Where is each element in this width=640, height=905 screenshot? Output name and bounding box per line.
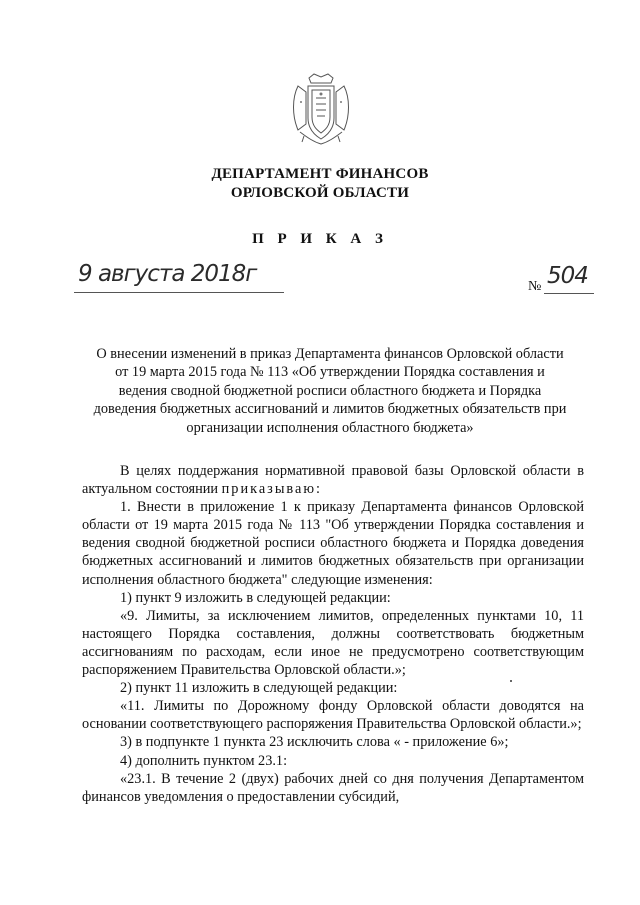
subject-line: организации исполнения областного бюджета» xyxy=(186,419,474,436)
scan-speck xyxy=(510,680,512,682)
order-title: П Р И К А З xyxy=(252,231,388,247)
order-date: 9 августа 2018г xyxy=(78,261,257,287)
subject-line: доведения бюджетных ассигнований и лимитов бюджетных обязательств при xyxy=(93,401,567,418)
item-1-paragraph: 1. Внести в приложение 1 к приказу Департамента финансов Орловской области от 19 марта 2015 года № 113 "Об утверждении Порядка составления и ведения сводной бюджетной росписи областного бюджета и Порядка доведения бюджетных ассигнований и лимитов бюджетных обязательств при организации исполнения областного бюджета" следующие изменения: xyxy=(82,499,584,588)
order-number: 504 xyxy=(547,263,588,289)
preamble-paragraph xyxy=(82,462,584,498)
quote-point-11: «11. Лимиты по Дорожному фонду Орловской области доводятся на основании соответствующего распоряжения Правительства Орловской области.»; xyxy=(82,698,584,733)
order-number-label: № xyxy=(528,279,542,294)
order-subject xyxy=(78,345,582,437)
subject-line: ведения сводной бюджетной росписи областного бюджета и Порядка xyxy=(118,382,542,399)
subject-line: О внесении изменений в приказ Департамента финансов Орловской области xyxy=(96,346,564,362)
subitem-3: 3) в подпункте 1 пункта 23 исключить слова « - приложение 6»; xyxy=(120,734,509,751)
quote-point-9: «9. Лимиты, за исключением лимитов, определенных пунктами 10, 11 настоящего Порядка составления, должны соответствовать бюджетным ассигнованиям по расходам, если иное не предусмотрено соответствующим распоряжением Правительства Орловской области.»; xyxy=(82,607,584,679)
order-body xyxy=(82,462,584,806)
quote-point-23-1: «23.1. В течение 2 (двух) рабочих дней со дня получения Департаментом финансов уведомления о предоставлении субсидий, xyxy=(82,770,584,805)
department-name-line1: ДЕПАРТАМЕНТ ФИНАНСОВ xyxy=(211,166,429,182)
subitem-1: 1) пункт 9 изложить в следующей редакции: xyxy=(120,589,391,606)
preamble-text: В целях поддержания нормативной правовой базы Орловской области в актуальном состоянии xyxy=(82,463,584,498)
order-word: приказываю xyxy=(221,481,317,498)
number-underline xyxy=(544,293,594,294)
date-underline xyxy=(74,292,284,293)
subitem-4: 4) дополнить пунктом 23.1: xyxy=(120,752,288,769)
subitem-2: 2) пункт 11 изложить в следующей редакции: xyxy=(120,680,398,697)
subject-line: от 19 марта 2015 года № 113 «Об утверждении Порядка составления и xyxy=(115,364,545,381)
department-name-line2: ОРЛОВСКОЙ ОБЛАСТИ xyxy=(230,185,410,201)
preamble-end: : xyxy=(316,481,320,498)
coat-of-arms-icon xyxy=(290,72,352,148)
